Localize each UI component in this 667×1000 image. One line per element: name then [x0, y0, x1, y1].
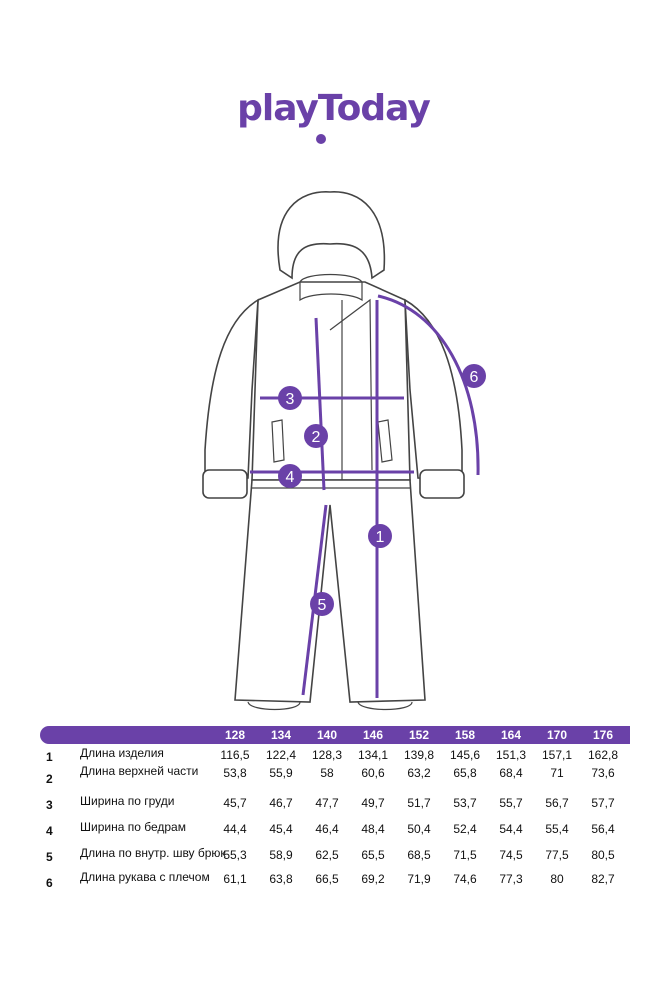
row-label: Ширина по груди: [80, 794, 175, 808]
garment-diagram: [0, 150, 667, 720]
size-value-cell: 71: [550, 766, 564, 780]
pants-outline: [235, 480, 425, 702]
size-value-cell: 65,5: [361, 848, 385, 862]
marker-label-2: 2: [311, 429, 321, 446]
size-header: 170: [546, 728, 568, 742]
size-value-cell: 68,4: [499, 766, 523, 780]
size-value-cell: 58: [320, 766, 334, 780]
size-table-body: [40, 744, 630, 896]
right-cuff: [420, 470, 464, 498]
size-value-cell: 71,9: [407, 872, 431, 886]
torso-outline: [252, 282, 410, 480]
marker-label-6: 6: [469, 369, 479, 386]
size-value-cell: 45,4: [269, 822, 293, 836]
size-value-cell: 55,7: [499, 796, 523, 810]
size-table: [40, 726, 630, 896]
size-value-cell: 61,1: [223, 872, 247, 886]
size-value-cell: 54,4: [499, 822, 523, 836]
row-label: Длина по внутр. шву брюк: [80, 846, 226, 860]
row-number: 4: [46, 824, 53, 838]
size-value-cell: 50,4: [407, 822, 431, 836]
measurement-row: [40, 870, 630, 896]
size-value-cell: 139,8: [403, 748, 435, 762]
size-header: 134: [270, 728, 292, 742]
size-value-cell: 71,5: [453, 848, 477, 862]
size-value-cell: 60,6: [361, 766, 385, 780]
size-value-cell: 157,1: [541, 748, 573, 762]
hood-outline: [278, 192, 384, 278]
left-boot: [248, 702, 300, 710]
left-cuff: [203, 470, 247, 498]
size-value-cell: 151,3: [495, 748, 527, 762]
size-value-cell: 57,7: [591, 796, 615, 810]
size-value-cell: 74,5: [499, 848, 523, 862]
size-value-cell: 49,7: [361, 796, 385, 810]
size-value-cell: 65,8: [453, 766, 477, 780]
marker-label-5: 5: [317, 597, 327, 614]
size-value-cell: 45,7: [223, 796, 247, 810]
size-value-cell: 74,6: [453, 872, 477, 886]
size-value-cell: 69,2: [361, 872, 385, 886]
brand-logo: playToday: [237, 88, 430, 129]
marker-label-3: 3: [285, 391, 295, 408]
size-value-cell: 116,5: [220, 748, 250, 762]
size-value-cell: 55,4: [545, 822, 569, 836]
size-header-row: [40, 726, 630, 744]
row-number: 6: [46, 876, 53, 890]
row-number: 1: [46, 750, 53, 764]
size-value-cell: 46,7: [269, 796, 293, 810]
size-header: 128: [224, 728, 246, 742]
size-value-cell: 63,2: [407, 766, 431, 780]
size-value-cell: 73,6: [591, 766, 615, 780]
size-value-cell: 55,9: [269, 766, 293, 780]
size-header: 152: [408, 728, 430, 742]
size-value-cell: 46,4: [315, 822, 339, 836]
size-value-cell: 145,6: [449, 748, 481, 762]
row-number: 2: [46, 772, 53, 786]
marker-label-4: 4: [285, 469, 295, 486]
size-value-cell: 56,7: [545, 796, 569, 810]
size-value-cell: 66,5: [315, 872, 339, 886]
size-header: 158: [454, 728, 476, 742]
size-value-cell: 68,5: [407, 848, 431, 862]
row-label: Длина изделия: [80, 746, 164, 760]
size-value-cell: 162,8: [587, 748, 619, 762]
size-value-cell: 82,7: [591, 872, 615, 886]
size-value-cell: 63,8: [269, 872, 293, 886]
size-value-cell: 48,4: [361, 822, 385, 836]
size-value-cell: 134,1: [357, 748, 389, 762]
size-value-cell: 52,4: [453, 822, 477, 836]
left-sleeve: [205, 300, 258, 480]
size-value-cell: 58,9: [269, 848, 293, 862]
size-value-cell: 77,5: [545, 848, 569, 862]
measurement-row: [40, 766, 630, 792]
size-value-cell: 80,5: [591, 848, 615, 862]
size-value-cell: 44,4: [223, 822, 247, 836]
row-label: Ширина по бедрам: [80, 820, 186, 834]
size-value-cell: 51,7: [407, 796, 431, 810]
size-value-cell: 77,3: [499, 872, 523, 886]
measurement-row: [40, 818, 630, 844]
size-value-cell: 128,3: [311, 748, 343, 762]
size-value-cell: 53,7: [453, 796, 477, 810]
marker-label-1: 1: [375, 529, 385, 546]
size-header: 146: [362, 728, 384, 742]
measurement-row: [40, 744, 630, 766]
logo-dot: [316, 134, 326, 144]
measurement-row: [40, 792, 630, 818]
row-label: Длина рукава с плечом: [80, 870, 210, 884]
size-value-cell: 80: [550, 872, 564, 886]
size-header: 176: [592, 728, 614, 742]
size-value-cell: 62,5: [315, 848, 339, 862]
size-value-cell: 56,4: [591, 822, 615, 836]
size-header: 164: [500, 728, 522, 742]
size-value-cell: 122,4: [265, 748, 297, 762]
right-boot: [358, 702, 412, 710]
size-value-cell: 55,3: [223, 848, 247, 862]
measurement-row: [40, 844, 630, 870]
size-value-cell: 47,7: [315, 796, 339, 810]
row-number: 5: [46, 850, 53, 864]
row-label: Длина верхней части: [80, 764, 199, 778]
row-number: 3: [46, 798, 53, 812]
size-value-cell: 53,8: [223, 766, 247, 780]
size-header: 140: [316, 728, 338, 742]
